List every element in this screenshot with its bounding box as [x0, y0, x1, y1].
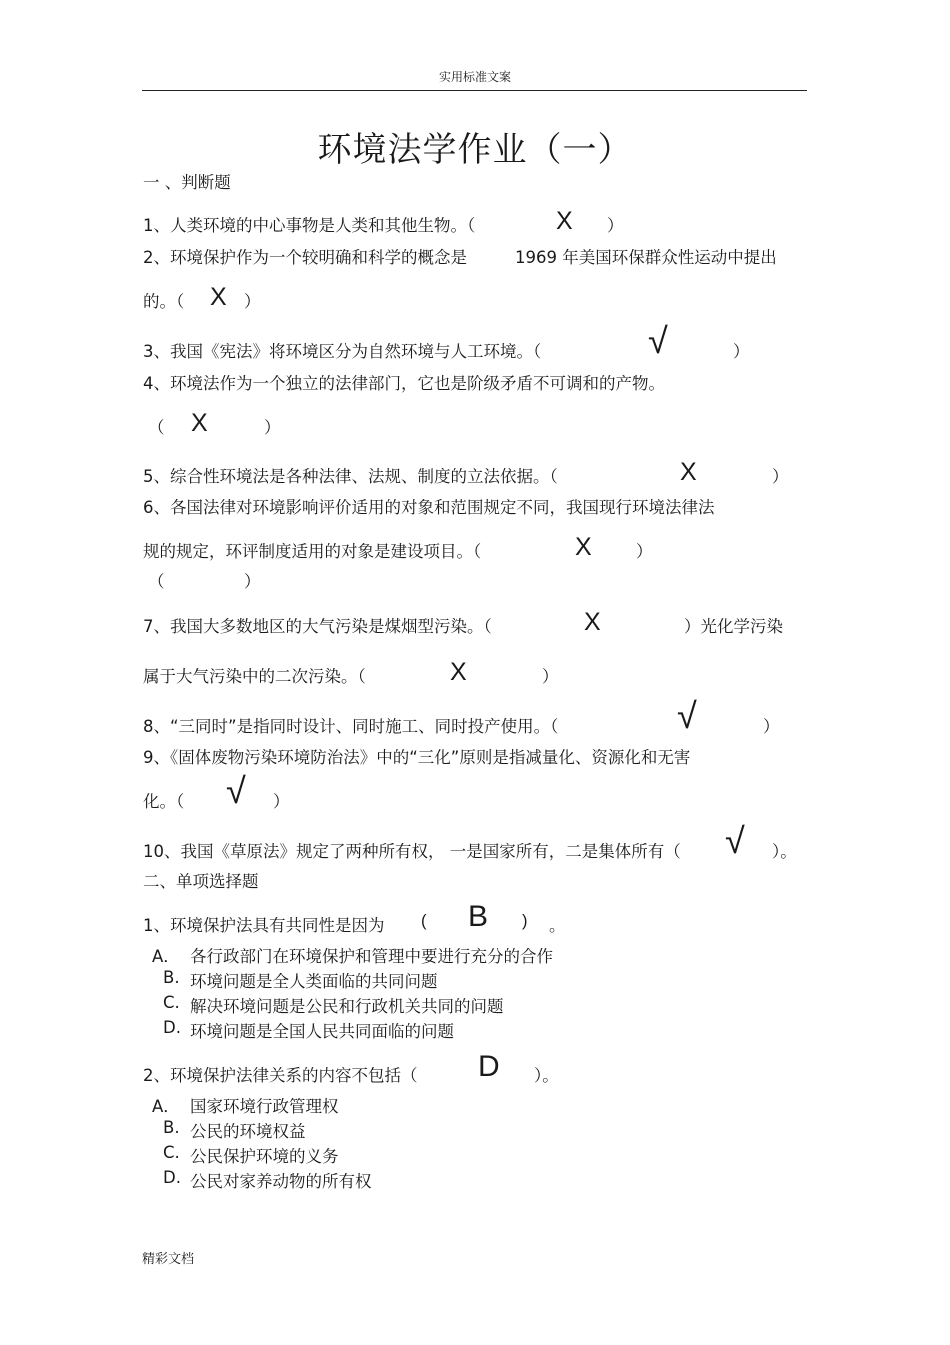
q6-extra-open: （ [148, 572, 165, 591]
q7-text: 7、我国大多数地区的大气污染是煤烟型污染。（ [143, 617, 492, 636]
q2-close: ） [244, 292, 261, 311]
q7-mark2: X [450, 658, 467, 686]
q1-text: 1、人类环境的中心事物是人类和其他生物。（ [143, 216, 476, 235]
q6-line1: 6、各国法律对环境影响评价适用的对象和范围规定不同，我国现行环境法律法 [143, 498, 715, 517]
q8-text: 8、“三同时”是指同时设计、同时施工、同时投产使用。（ [143, 717, 559, 736]
s2-q2-option-d-letter: D. [163, 1168, 181, 1187]
section1-heading: 一 、判断题 [143, 173, 231, 192]
q6-extra-close: ） [244, 572, 261, 591]
q2-line2: 的。（ [143, 292, 185, 311]
q6-line2: 规的规定，环评制度适用的对象是建设项目。（ [143, 542, 482, 561]
q9-close: ） [273, 792, 290, 811]
s2-q1-option-a-letter: A． [152, 947, 180, 966]
page-header: 实用标准文案 [438, 70, 511, 84]
s2-q1-answer: B [468, 900, 489, 933]
q10-text: 10、我国《草原法》规定了两种所有权， 一是国家所有，二是集体所有（ [143, 842, 681, 861]
q4-mark: X [191, 409, 208, 437]
q4-line1: 4、环境法作为一个独立的法律部门，它也是阶级矛盾不可调和的产物。 [143, 374, 665, 393]
s2-q1-end: 。 [549, 916, 566, 935]
q6-mark: X [575, 533, 592, 561]
q2-line1a: 2、环境保护作为一个较明确和科学的概念是 [143, 248, 467, 267]
s2-q1-option-a-text: 各行政部门在环境保护和管理中要进行充分的合作 [190, 947, 553, 966]
s2-q2-option-c-text: 公民保护环境的义务 [190, 1147, 339, 1166]
s2-q2-option-b-text: 公民的环境权益 [190, 1122, 306, 1141]
page-footer: 精彩文档 [142, 1252, 195, 1267]
q8-close: ） [763, 717, 780, 736]
q4-close: ） [264, 418, 281, 437]
q9-mark: √ [226, 770, 246, 811]
q5-mark: X [680, 458, 697, 486]
q8-mark: √ [677, 695, 697, 736]
q2-mark: X [210, 283, 227, 311]
header-rule [142, 90, 807, 91]
q7-close2: ） [542, 667, 559, 686]
s2-q1-close: ) [522, 912, 528, 930]
q10-mark: √ [725, 820, 745, 861]
q5-close: ） [772, 467, 789, 486]
s2-q2-option-a-letter: A． [152, 1097, 180, 1116]
q9-line2: 化。（ [143, 792, 185, 811]
q1-close: ） [607, 216, 624, 235]
q2-line1b: 1969 年美国环保群众性运动中提出 [515, 248, 777, 267]
q7-close: ）光化学污染 [684, 617, 783, 636]
s2-q1-option-c-letter: C. [163, 993, 180, 1012]
q3-mark: √ [648, 320, 668, 361]
s2-q2-text: 2、环境保护法律关系的内容不包括（ [143, 1066, 418, 1085]
s2-q2-option-c-letter: C. [163, 1143, 180, 1162]
s2-q2-answer: D [478, 1050, 500, 1083]
q10-close: ）。 [772, 842, 797, 861]
q6-close: ） [636, 542, 653, 561]
q4-open: （ [148, 418, 165, 437]
s2-q1-option-b-text: 环境问题是全人类面临的共同问题 [190, 972, 438, 991]
s2-q2-option-d-text: 公民对家养动物的所有权 [190, 1172, 372, 1191]
s2-q1-open: ( [421, 912, 427, 930]
s2-q1-text: 1、环境保护法具有共同性是因为 [143, 916, 385, 935]
s2-q1-option-b-letter: B. [163, 968, 180, 987]
s2-q1-option-c-text: 解决环境问题是公民和行政机关共同的问题 [190, 997, 504, 1016]
s2-q2-option-b-letter: B. [163, 1118, 180, 1137]
s2-q1-option-d-text: 环境问题是全国人民共同面临的问题 [190, 1022, 454, 1041]
s2-q2-option-a-text: 国家环境行政管理权 [190, 1097, 339, 1116]
s2-q1-option-d-letter: D. [163, 1018, 181, 1037]
q1-mark: X [556, 207, 573, 235]
s2-q2-close: ）。 [534, 1066, 559, 1085]
q7-line2: 属于大气污染中的二次污染。（ [143, 667, 366, 686]
q9-line1: 9、《固体废物污染环境防治法》中的“三化”原则是指减量化、资源化和无害 [143, 748, 691, 767]
section2-heading: 二、单项选择题 [143, 872, 259, 891]
q7-mark: X [584, 608, 601, 636]
q5-text: 5、综合性环境法是各种法律、法规、制度的立法依据。（ [143, 467, 558, 486]
document-title: 环境法学作业（一） [317, 130, 633, 170]
q3-close: ） [733, 342, 750, 361]
q3-text: 3、我国《宪法》将环境区分为自然环境与人工环境。（ [143, 342, 542, 361]
